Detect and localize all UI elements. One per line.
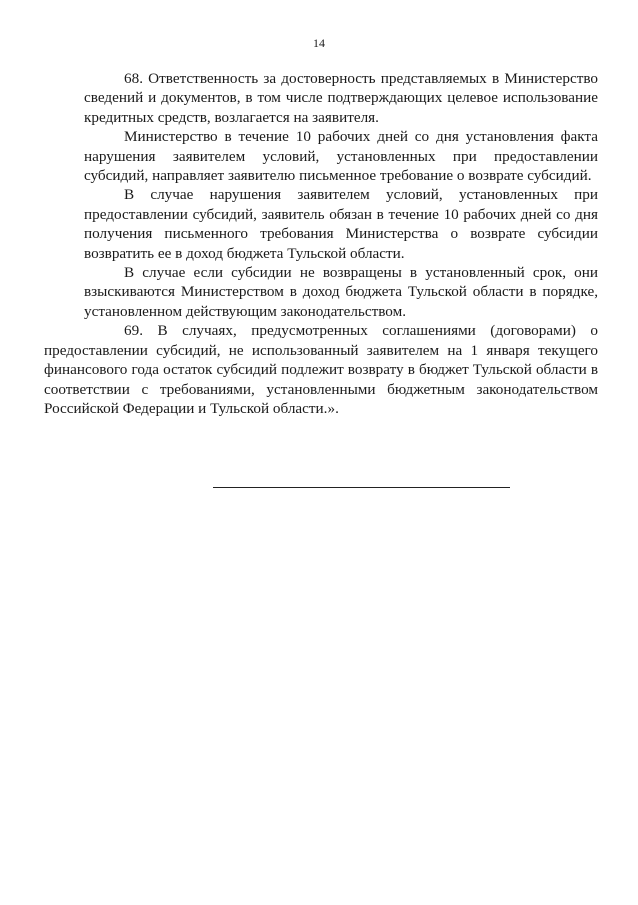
paragraph-recovery: В случае если субсидии не возвращены в установленный срок, они взыскиваются Министерством в доход бюджета Тульской области в порядке, установленном действующим законодательством. [84,264,598,320]
document-body [44,69,598,418]
paragraph-violation-return: В случае нарушения заявителем условий, установленных при предоставлении субсидий, заявитель обязан в течение 10 рабочих дней со дня получения письменного требования Министерства о возврате субсидии возвратить ее в доход бюджета Тульской области. [84,186,598,262]
paragraph-69-unused-balance: 69. В случаях, предусмотренных соглашениями (договорами) о предоставлении субсидий, не использованный заявителем на 1 января текущего финансового года остаток субсидий подлежит возврату в бюджет Тульской области в соответствии с требованиями, установленными бюджетным законодательством Российской Федерации и Тульской области.». [44,322,598,417]
paragraph-return-demand: Министерство в течение 10 рабочих дней со дня установления факта нарушения заявителем условий, установленных при предоставлении субсидий, направляет заявителю письменное требование о возврате субсидий. [84,128,598,185]
paragraph-68-responsibility: 68. Ответственность за достоверность представляемых в Министерство сведений и документов, в том числе подтверждающих целевое использование кредитных средств, возлагается на заявителя. [84,70,598,126]
closing-divider-line [213,487,510,488]
page-number: 14 [313,36,325,50]
